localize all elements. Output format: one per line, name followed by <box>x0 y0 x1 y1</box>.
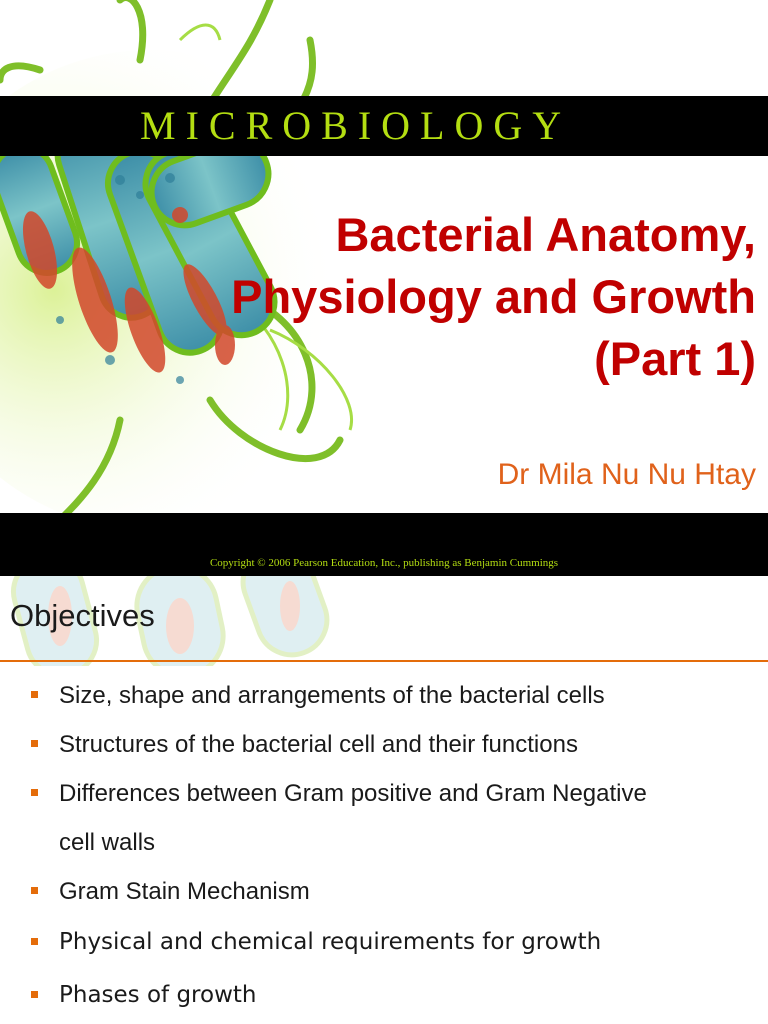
list-item <box>0 867 768 916</box>
square-bullet-icon <box>31 887 38 894</box>
list-item-text: Gram Stain Mechanism <box>59 878 310 905</box>
list-item-text: cell walls <box>59 829 156 856</box>
list-item <box>0 720 768 769</box>
square-bullet-icon <box>31 740 38 747</box>
list-item-text: Size, shape and arrangements of the bacterial cells <box>59 682 605 709</box>
list-item-continuation <box>0 818 768 867</box>
slide-title <box>231 204 756 390</box>
list-item-text: Differences between Gram positive and Gram Negative <box>59 780 647 807</box>
list-item <box>0 769 768 818</box>
course-title: MICROBIOLOGY <box>140 103 572 148</box>
square-bullet-icon <box>31 991 38 998</box>
square-bullet-icon <box>31 691 38 698</box>
list-item-text: Physical and chemical requirements for growth <box>59 929 602 955</box>
author-name: Dr Mila Nu Nu Htay <box>497 458 756 491</box>
list-item <box>0 671 768 720</box>
copyright-notice: Copyright © 2006 Pearson Education, Inc., publishing as Benjamin Cummings <box>209 557 559 569</box>
objectives-heading: Objectives <box>10 598 155 633</box>
list-item <box>0 969 768 1022</box>
title-line: (Part 1) <box>594 332 756 385</box>
square-bullet-icon <box>31 938 38 945</box>
heading-divider <box>0 660 768 662</box>
list-item-text: Phases of growth <box>59 982 257 1008</box>
objectives-slide <box>0 576 768 1024</box>
list-item-text: Structures of the bacterial cell and their functions <box>59 731 578 758</box>
square-bullet-icon <box>31 789 38 796</box>
list-item <box>0 916 768 969</box>
objectives-list <box>0 671 768 1022</box>
title-line: Bacterial Anatomy, <box>335 208 756 261</box>
title-line: Physiology and Growth <box>231 270 756 323</box>
